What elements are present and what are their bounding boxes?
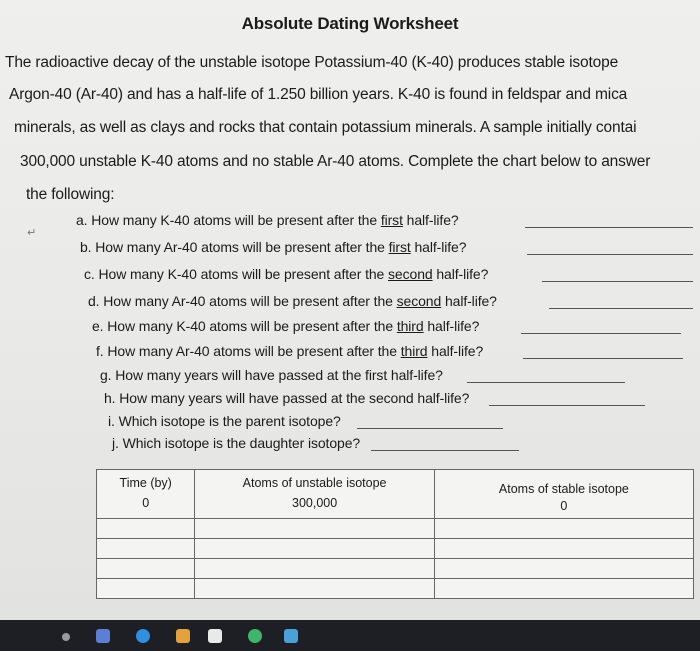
folder-icon[interactable] — [176, 629, 190, 643]
question-g: g. How many years will have passed at the first half-life? — [100, 367, 443, 383]
table-cell-time-0: 0 — [142, 496, 150, 510]
answer-blank-e[interactable] — [521, 333, 681, 334]
table-header-row — [97, 470, 694, 519]
intro-line-1: The radioactive decay of the unstable isotope Potassium-40 (K-40) produces stable isotope — [5, 54, 619, 71]
files-icon[interactable] — [96, 629, 110, 643]
table-row — [97, 578, 694, 598]
browser-icon[interactable] — [136, 629, 150, 643]
question-c: c. How many K-40 atoms will be present after the second half-life? — [84, 266, 489, 282]
answer-blank-g[interactable] — [467, 382, 625, 383]
table-header-unstable: Atoms of unstable isotope 300,000 — [195, 470, 434, 519]
table-row — [97, 518, 694, 538]
decay-chart-table — [96, 469, 694, 599]
app-icon[interactable] — [284, 629, 298, 643]
microphone-icon[interactable] — [62, 633, 70, 641]
table-row — [97, 538, 694, 558]
question-h: h. How many years will have passed at the second half-life? — [104, 390, 470, 406]
intro-line-4: 300,000 unstable K-40 atoms and no stable Ar-40 atoms. Complete the chart below to answer — [20, 153, 651, 170]
answer-blank-j[interactable] — [371, 450, 519, 451]
taskbar — [0, 620, 700, 651]
question-j: j. Which isotope is the daughter isotope? — [112, 435, 361, 451]
calendar-icon[interactable] — [208, 629, 222, 643]
table-header-stable: Atoms of stable isotope 0 — [434, 470, 693, 519]
worksheet-title: Absolute Dating Worksheet — [241, 14, 459, 33]
table-cell-unstable-0: 300,000 — [292, 496, 338, 510]
answer-blank-f[interactable] — [523, 358, 683, 359]
answer-blank-i[interactable] — [357, 428, 503, 429]
question-f: f. How many Ar-40 atoms will be present after the third half-life? — [96, 343, 484, 359]
question-e: e. How many K-40 atoms will be present after the third half-life? — [92, 318, 480, 334]
table-header-time: Time (by) 0 — [97, 470, 195, 519]
answer-blank-a[interactable] — [525, 227, 693, 228]
intro-line-5: the following: — [26, 186, 115, 203]
answer-blank-c[interactable] — [542, 281, 693, 282]
question-a: a. How many K-40 atoms will be present after the first half-life? — [76, 212, 459, 228]
question-d: d. How many Ar-40 atoms will be present after the second half-life? — [88, 293, 497, 309]
answer-blank-h[interactable] — [489, 405, 645, 406]
intro-line-2: Argon-40 (Ar-40) and has a half-life of 1.250 billion years. K-40 is found in feldspar and mica — [9, 86, 628, 103]
pen-mark: ↵ — [27, 227, 37, 239]
table-row — [97, 558, 694, 578]
question-i: i. Which isotope is the parent isotope? — [108, 413, 341, 429]
answer-blank-b[interactable] — [527, 254, 693, 255]
answer-blank-d[interactable] — [549, 308, 693, 309]
question-b: b. How many Ar-40 atoms will be present after the first half-life? — [80, 239, 467, 255]
intro-line-3: minerals, as well as clays and rocks that contain potassium minerals. A sample initially contai — [14, 119, 637, 136]
table-cell-stable-0: 0 — [560, 499, 568, 513]
chat-icon[interactable] — [248, 629, 262, 643]
